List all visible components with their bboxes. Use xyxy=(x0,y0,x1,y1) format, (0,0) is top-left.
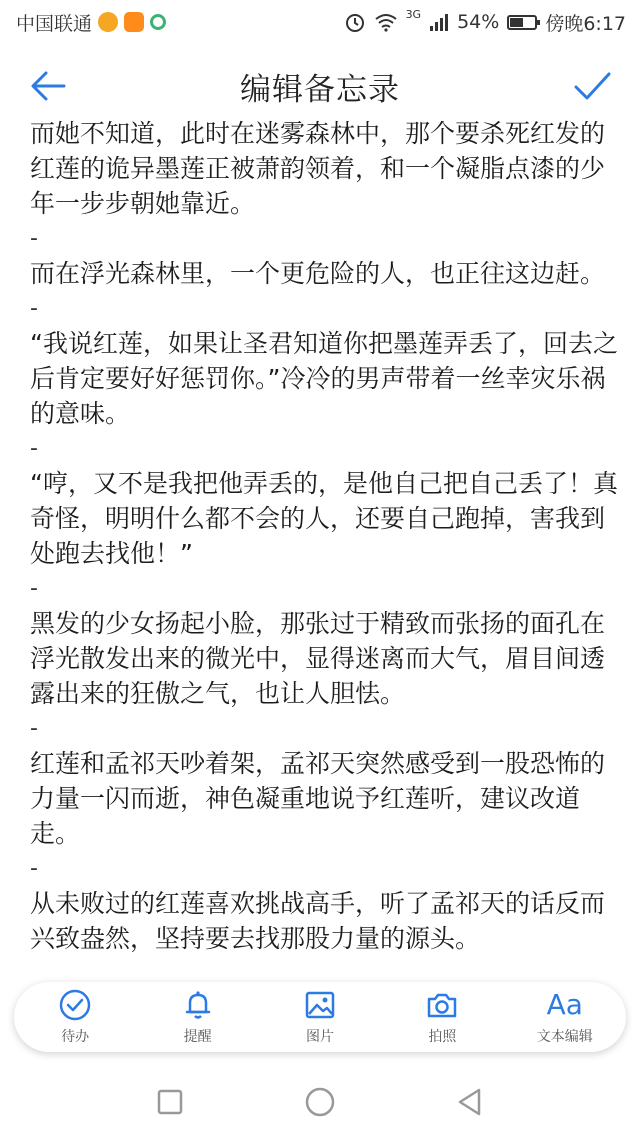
todo-label: 待办 xyxy=(61,1029,90,1045)
battery-icon xyxy=(507,15,537,30)
camera-label: 拍照 xyxy=(428,1029,457,1045)
circle-icon xyxy=(304,1086,336,1118)
carrier-label: 中国联通 xyxy=(16,12,93,35)
separator-line: - xyxy=(30,716,38,741)
weibo-icon xyxy=(98,12,118,32)
memo-paragraph: 黑发的少女扬起小脸，那张过于精致而张扬的面孔在浮光散发出来的微光中，显得迷离而大气，眉目间透露出来的狂傲之气，也让人胆怯。 xyxy=(30,609,606,708)
network-type: 3G xyxy=(405,7,422,21)
back-nav-button[interactable] xyxy=(450,1082,490,1122)
image-button[interactable] xyxy=(265,982,375,1052)
separator-line: - xyxy=(30,576,38,601)
status-bar-right xyxy=(344,9,640,36)
text-format-button[interactable] xyxy=(510,982,620,1052)
video-app-icon xyxy=(124,12,144,32)
page-title: 编辑备忘录 xyxy=(240,71,400,108)
separator-line: - xyxy=(30,296,38,321)
memo-paragraph: 从未败过的红莲喜欢挑战高手，听了孟祁天的话反而兴致盎然，坚持要去找那股力量的源头。 xyxy=(30,889,606,953)
text-format-label: 文本编辑 xyxy=(536,1029,593,1045)
camera-icon xyxy=(425,988,459,1022)
text-format-icon: Aa xyxy=(546,988,583,1021)
check-icon xyxy=(570,64,614,108)
save-button[interactable] xyxy=(570,64,614,108)
reminder-label: 提醒 xyxy=(183,1029,212,1045)
recent-apps-button[interactable] xyxy=(150,1082,190,1122)
back-button[interactable] xyxy=(26,64,70,108)
check-circle-icon xyxy=(58,988,92,1022)
editor-toolbar xyxy=(14,982,626,1052)
ring-app-icon xyxy=(150,14,166,30)
camera-button[interactable] xyxy=(387,982,497,1052)
image-label: 图片 xyxy=(305,1029,334,1045)
status-bar xyxy=(0,0,640,44)
memo-paragraph: 而她不知道，此时在迷雾森林中，那个要杀死红发的红莲的诡异墨莲正被萧韵领着，和一个凝脂点漆的少年一步步朝她靠近。 xyxy=(30,119,606,218)
bell-icon xyxy=(181,988,215,1022)
status-bar-left xyxy=(0,9,166,36)
back-arrow-icon xyxy=(26,64,70,108)
home-button[interactable] xyxy=(300,1082,340,1122)
image-icon xyxy=(303,988,337,1022)
reminder-button[interactable] xyxy=(143,982,253,1052)
system-nav-bar xyxy=(0,1066,640,1138)
memo-paragraph: “我说红莲，如果让圣君知道你把墨莲弄丢了，回去之后肯定要好好惩罚你。”冷冷的男声带着一丝幸灾乐祸的意味。 xyxy=(30,329,618,428)
triangle-back-icon xyxy=(455,1087,485,1117)
wifi-icon xyxy=(374,12,398,32)
separator-line: - xyxy=(30,226,38,251)
square-icon xyxy=(156,1088,184,1116)
alarm-icon xyxy=(344,11,366,33)
memo-paragraph: “哼，又不是我把他弄丢的，是他自己把自己丢了！真奇怪，明明什么都不会的人，还要自己跑掉，害我到处跑去找他！” xyxy=(30,469,618,568)
battery-percent: 54% xyxy=(457,11,500,33)
signal-icon xyxy=(429,12,449,32)
todo-button[interactable] xyxy=(20,982,130,1052)
memo-paragraph: 红莲和孟祁天吵着架，孟祁天突然感受到一股恐怖的力量一闪而逝，神色凝重地说予红莲听，建议改道走。 xyxy=(30,749,606,848)
separator-line: - xyxy=(30,856,38,881)
separator-line: - xyxy=(30,436,38,461)
memo-paragraph: 而在浮光森林里，一个更危险的人，也正往这边赶。 xyxy=(30,259,606,288)
clock: 傍晚6:17 xyxy=(545,12,626,35)
memo-text-editor[interactable] xyxy=(30,116,620,986)
